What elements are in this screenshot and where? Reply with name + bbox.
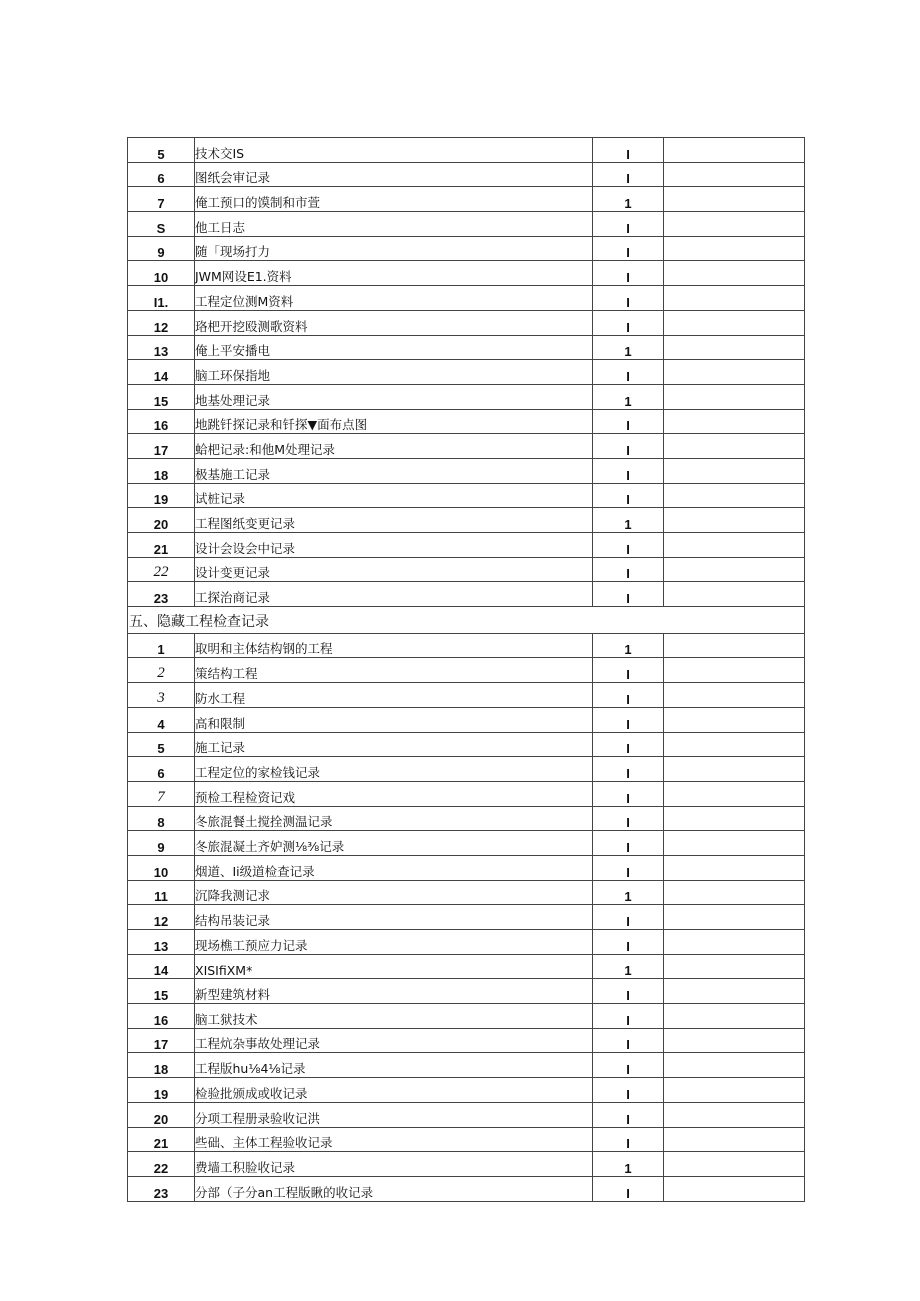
record-name: 工程版hu⅛4⅛记录 bbox=[195, 1053, 593, 1078]
record-name: 现场樵工预应力记录 bbox=[195, 930, 593, 955]
row-number: 9 bbox=[128, 831, 195, 856]
row-number: 5 bbox=[128, 138, 195, 163]
record-name: 施工记录 bbox=[195, 732, 593, 757]
copies-count: I bbox=[593, 1127, 664, 1152]
copies-count: I bbox=[593, 212, 664, 237]
row-number: 22 bbox=[128, 557, 195, 582]
record-name: 工程图纸变更记录 bbox=[195, 508, 593, 533]
table-row bbox=[128, 732, 805, 757]
copies-count: I bbox=[593, 707, 664, 732]
table-row bbox=[128, 1102, 805, 1127]
table-row bbox=[128, 508, 805, 533]
table-row bbox=[128, 409, 805, 434]
record-name: 防水工程 bbox=[195, 683, 593, 708]
remark-cell bbox=[664, 979, 805, 1004]
copies-count: I bbox=[593, 409, 664, 434]
table-row bbox=[128, 707, 805, 732]
row-number: 5 bbox=[128, 732, 195, 757]
copies-count: I bbox=[593, 831, 664, 856]
row-number: 14 bbox=[128, 954, 195, 979]
record-name: 技术交IS bbox=[195, 138, 593, 163]
table-row bbox=[128, 1152, 805, 1177]
records-sheet bbox=[127, 137, 804, 1202]
table-row bbox=[128, 557, 805, 582]
copies-count: I bbox=[593, 905, 664, 930]
copies-count: 1 bbox=[593, 384, 664, 409]
row-number: 19 bbox=[128, 1078, 195, 1103]
table-row bbox=[128, 1004, 805, 1029]
row-number: 15 bbox=[128, 384, 195, 409]
remark-cell bbox=[664, 831, 805, 856]
record-name: 些础、主体工程验收记录 bbox=[195, 1127, 593, 1152]
remark-cell bbox=[664, 409, 805, 434]
table-row bbox=[128, 954, 805, 979]
row-number: 17 bbox=[128, 434, 195, 459]
record-name: 蛤杷记录:和他M处理记录 bbox=[195, 434, 593, 459]
copies-count: I bbox=[593, 732, 664, 757]
row-number: 21 bbox=[128, 533, 195, 558]
copies-count: 1 bbox=[593, 633, 664, 658]
remark-cell bbox=[664, 483, 805, 508]
row-number: 23 bbox=[128, 1176, 195, 1201]
remark-cell bbox=[664, 1176, 805, 1201]
remark-cell bbox=[664, 286, 805, 311]
table-row bbox=[128, 1127, 805, 1152]
record-name: 沉降我测记求 bbox=[195, 880, 593, 905]
record-name: 他工日志 bbox=[195, 212, 593, 237]
record-name: 预检工程检资记戏 bbox=[195, 781, 593, 806]
copies-count: I bbox=[593, 757, 664, 782]
table-row bbox=[128, 483, 805, 508]
copies-count: I bbox=[593, 1004, 664, 1029]
row-number: 18 bbox=[128, 458, 195, 483]
copies-count: I bbox=[593, 533, 664, 558]
row-number: 13 bbox=[128, 930, 195, 955]
row-number: 16 bbox=[128, 409, 195, 434]
record-name: 取明和主体结构钢的工程 bbox=[195, 633, 593, 658]
row-number: 18 bbox=[128, 1053, 195, 1078]
remark-cell bbox=[664, 458, 805, 483]
remark-cell bbox=[664, 1004, 805, 1029]
table-row bbox=[128, 683, 805, 708]
record-name: JWM网设E1.资料 bbox=[195, 261, 593, 286]
table-row bbox=[128, 533, 805, 558]
remark-cell bbox=[664, 1127, 805, 1152]
table-row bbox=[128, 212, 805, 237]
table-row bbox=[128, 360, 805, 385]
remark-cell bbox=[664, 335, 805, 360]
record-name: 极基施工记录 bbox=[195, 458, 593, 483]
records-table-body bbox=[128, 138, 805, 1202]
remark-cell bbox=[664, 162, 805, 187]
record-name: 图纸会审记录 bbox=[195, 162, 593, 187]
copies-count: 1 bbox=[593, 335, 664, 360]
table-row bbox=[128, 880, 805, 905]
copies-count: I bbox=[593, 360, 664, 385]
copies-count: I bbox=[593, 1028, 664, 1053]
row-number: 12 bbox=[128, 905, 195, 930]
remark-cell bbox=[664, 930, 805, 955]
remark-cell bbox=[664, 683, 805, 708]
table-row bbox=[128, 806, 805, 831]
row-number: 16 bbox=[128, 1004, 195, 1029]
remark-cell bbox=[664, 633, 805, 658]
remark-cell bbox=[664, 138, 805, 163]
remark-cell bbox=[664, 1152, 805, 1177]
row-number: 15 bbox=[128, 979, 195, 1004]
row-number: 23 bbox=[128, 582, 195, 607]
row-number: 1 bbox=[128, 633, 195, 658]
table-row bbox=[128, 310, 805, 335]
remark-cell bbox=[664, 732, 805, 757]
copies-count: I bbox=[593, 1102, 664, 1127]
row-number: 21 bbox=[128, 1127, 195, 1152]
copies-count: I bbox=[593, 483, 664, 508]
row-number: 10 bbox=[128, 261, 195, 286]
table-row bbox=[128, 286, 805, 311]
copies-count: 1 bbox=[593, 508, 664, 533]
record-name: 工程定位的家检钱记录 bbox=[195, 757, 593, 782]
table-row bbox=[128, 781, 805, 806]
copies-count: I bbox=[593, 236, 664, 261]
table-row bbox=[128, 261, 805, 286]
table-row bbox=[128, 1028, 805, 1053]
table-row bbox=[128, 855, 805, 880]
record-name: 脑工环保指地 bbox=[195, 360, 593, 385]
remark-cell bbox=[664, 905, 805, 930]
row-number: 14 bbox=[128, 360, 195, 385]
remark-cell bbox=[664, 533, 805, 558]
row-number: 2 bbox=[128, 658, 195, 683]
record-name: 俺上平安播电 bbox=[195, 335, 593, 360]
record-name: 设计变更记录 bbox=[195, 557, 593, 582]
record-name: XISIfiXM* bbox=[195, 954, 593, 979]
row-number: 12 bbox=[128, 310, 195, 335]
record-name: 脑工狱技术 bbox=[195, 1004, 593, 1029]
table-row bbox=[128, 582, 805, 607]
remark-cell bbox=[664, 384, 805, 409]
remark-cell bbox=[664, 1028, 805, 1053]
row-number: 17 bbox=[128, 1028, 195, 1053]
copies-count: I bbox=[593, 286, 664, 311]
section-heading-row bbox=[128, 607, 805, 634]
row-number: 22 bbox=[128, 1152, 195, 1177]
copies-count: 1 bbox=[593, 187, 664, 212]
remark-cell bbox=[664, 1053, 805, 1078]
table-row bbox=[128, 162, 805, 187]
copies-count: I bbox=[593, 261, 664, 286]
remark-cell bbox=[664, 806, 805, 831]
copies-count: I bbox=[593, 683, 664, 708]
remark-cell bbox=[664, 855, 805, 880]
remark-cell bbox=[664, 658, 805, 683]
remark-cell bbox=[664, 212, 805, 237]
copies-count: I bbox=[593, 1053, 664, 1078]
remark-cell bbox=[664, 261, 805, 286]
record-name: 试桩记录 bbox=[195, 483, 593, 508]
remark-cell bbox=[664, 557, 805, 582]
record-name: 珞杷开挖殴测歌资料 bbox=[195, 310, 593, 335]
row-number: 19 bbox=[128, 483, 195, 508]
copies-count: I bbox=[593, 781, 664, 806]
row-number: 20 bbox=[128, 508, 195, 533]
record-name: 随「现场打力 bbox=[195, 236, 593, 261]
record-name: 工程定位测M资料 bbox=[195, 286, 593, 311]
remark-cell bbox=[664, 1102, 805, 1127]
table-row bbox=[128, 930, 805, 955]
table-row bbox=[128, 458, 805, 483]
table-row bbox=[128, 905, 805, 930]
table-row bbox=[128, 1053, 805, 1078]
record-name: 工程炕杂事故处理记录 bbox=[195, 1028, 593, 1053]
copies-count: I bbox=[593, 855, 664, 880]
remark-cell bbox=[664, 1078, 805, 1103]
table-row bbox=[128, 335, 805, 360]
remark-cell bbox=[664, 954, 805, 979]
row-number: 3 bbox=[128, 683, 195, 708]
record-name: 策结构工程 bbox=[195, 658, 593, 683]
record-name: 检验批颁成或收记录 bbox=[195, 1078, 593, 1103]
remark-cell bbox=[664, 236, 805, 261]
remark-cell bbox=[664, 757, 805, 782]
table-row bbox=[128, 138, 805, 163]
remark-cell bbox=[664, 781, 805, 806]
copies-count: I bbox=[593, 458, 664, 483]
table-row bbox=[128, 384, 805, 409]
record-name: 设计会设会中记录 bbox=[195, 533, 593, 558]
row-number: 20 bbox=[128, 1102, 195, 1127]
copies-count: I bbox=[593, 930, 664, 955]
record-name: 分部（子分an工程版瞅的收记录 bbox=[195, 1176, 593, 1201]
table-row bbox=[128, 187, 805, 212]
remark-cell bbox=[664, 310, 805, 335]
table-row bbox=[128, 757, 805, 782]
record-name: 工探治商记录 bbox=[195, 582, 593, 607]
remark-cell bbox=[664, 434, 805, 459]
remark-cell bbox=[664, 707, 805, 732]
copies-count: I bbox=[593, 162, 664, 187]
remark-cell bbox=[664, 508, 805, 533]
record-name: 冬旅混餐土搅拴测温记录 bbox=[195, 806, 593, 831]
copies-count: 1 bbox=[593, 880, 664, 905]
records-table bbox=[127, 137, 805, 1202]
row-number: 4 bbox=[128, 707, 195, 732]
record-name: 冬旅混凝土齐妒测⅛⅜记录 bbox=[195, 831, 593, 856]
copies-count: I bbox=[593, 1078, 664, 1103]
row-number: 8 bbox=[128, 806, 195, 831]
row-number: 7 bbox=[128, 187, 195, 212]
table-row bbox=[128, 633, 805, 658]
table-row bbox=[128, 979, 805, 1004]
record-name: 地基处理记录 bbox=[195, 384, 593, 409]
record-name: 烟道、Ii级道检查记录 bbox=[195, 855, 593, 880]
table-row bbox=[128, 1176, 805, 1201]
row-number: 6 bbox=[128, 757, 195, 782]
record-name: 新型建筑材料 bbox=[195, 979, 593, 1004]
copies-count: 1 bbox=[593, 1152, 664, 1177]
table-row bbox=[128, 658, 805, 683]
row-number: 7 bbox=[128, 781, 195, 806]
table-row bbox=[128, 236, 805, 261]
remark-cell bbox=[664, 582, 805, 607]
row-number: S bbox=[128, 212, 195, 237]
copies-count: I bbox=[593, 310, 664, 335]
row-number: 11 bbox=[128, 880, 195, 905]
remark-cell bbox=[664, 360, 805, 385]
remark-cell bbox=[664, 880, 805, 905]
copies-count: I bbox=[593, 806, 664, 831]
row-number: I1. bbox=[128, 286, 195, 311]
table-row bbox=[128, 434, 805, 459]
copies-count: I bbox=[593, 557, 664, 582]
table-row bbox=[128, 1078, 805, 1103]
row-number: 13 bbox=[128, 335, 195, 360]
record-name: 高和限制 bbox=[195, 707, 593, 732]
section-heading: 五、隐藏工程检查记录 bbox=[128, 607, 805, 634]
copies-count: I bbox=[593, 1176, 664, 1201]
copies-count: I bbox=[593, 658, 664, 683]
row-number: 10 bbox=[128, 855, 195, 880]
table-row bbox=[128, 831, 805, 856]
record-name: 分项工程册录验收记洪 bbox=[195, 1102, 593, 1127]
record-name: 费墙工积脸收记录 bbox=[195, 1152, 593, 1177]
remark-cell bbox=[664, 187, 805, 212]
copies-count: I bbox=[593, 138, 664, 163]
copies-count: I bbox=[593, 582, 664, 607]
row-number: 6 bbox=[128, 162, 195, 187]
copies-count: I bbox=[593, 434, 664, 459]
copies-count: 1 bbox=[593, 954, 664, 979]
row-number: 9 bbox=[128, 236, 195, 261]
copies-count: I bbox=[593, 979, 664, 1004]
record-name: 地跳钎探记录和钎探▼面布点图 bbox=[195, 409, 593, 434]
record-name: 结构吊装记录 bbox=[195, 905, 593, 930]
record-name: 俺工预口的馍制和市萱 bbox=[195, 187, 593, 212]
